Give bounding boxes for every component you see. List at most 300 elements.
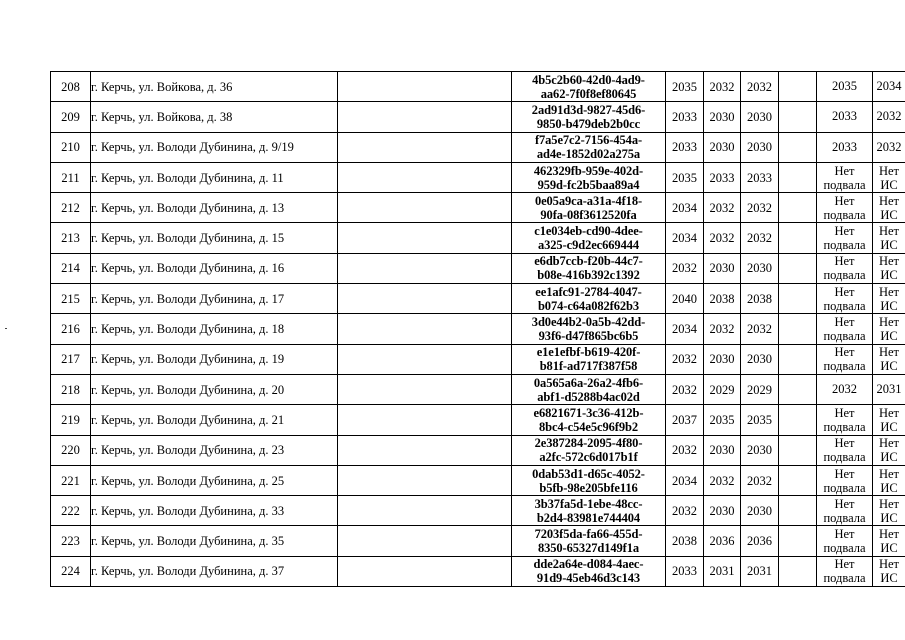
- year-2-cell: [704, 162, 741, 192]
- year-1-cell: [666, 405, 704, 435]
- house-guid-part-1: c1e034eb-cd90-4dee-: [534, 224, 643, 239]
- year-1-cell: [666, 284, 704, 314]
- year-1-cell: [666, 344, 704, 374]
- year-1: 2032: [672, 352, 697, 367]
- row-number: 210: [61, 140, 80, 155]
- table-row: [51, 405, 905, 435]
- empty-cell: [338, 284, 512, 314]
- basement-cell: [817, 526, 873, 556]
- house-guid-part-1: 0dab53d1-d65c-4052-: [532, 466, 645, 481]
- empty-cell: [338, 72, 512, 102]
- row-number: 217: [61, 352, 80, 367]
- house-guid-part-1: 2e387284-2095-4f80-: [534, 436, 643, 451]
- year-2: 2029: [709, 382, 735, 397]
- house-guid-part-2: 8350-65327d149f1a: [537, 541, 640, 556]
- is-value-line-2: ИС: [880, 450, 898, 465]
- house-guid-part-2: a2fc-572c6d017b1f: [539, 450, 638, 465]
- address-text: г. Керчь, ул. Володи Дубинина, д. 23: [91, 443, 285, 458]
- address-cell: [91, 465, 338, 495]
- address-cell: [91, 314, 338, 344]
- row-number: 220: [61, 443, 80, 458]
- blank-cell: [779, 253, 817, 283]
- basement-cell: [817, 102, 873, 132]
- year-2: 2032: [709, 79, 735, 94]
- house-guid-part-1: f7a5e7c2-7156-454a-: [534, 133, 643, 148]
- basement-value-line-1: Нет: [834, 527, 855, 542]
- house-guid-part-1: 0a565a6a-26a2-4fb6-: [533, 375, 644, 390]
- basement-cell: [817, 465, 873, 495]
- row-number-cell: [51, 465, 91, 495]
- year-1-cell: [666, 72, 704, 102]
- table-row: [51, 556, 905, 586]
- row-number: 223: [61, 534, 80, 549]
- row-number: 221: [61, 473, 80, 488]
- blank-cell: [779, 435, 817, 465]
- address-text: г. Керчь, ул. Володи Дубинина, д. 9/19: [91, 140, 294, 155]
- is-cell: [873, 72, 905, 102]
- is-cell: [873, 405, 905, 435]
- row-number: 215: [61, 291, 80, 306]
- year-3: 2031: [747, 564, 772, 579]
- year-1-cell: [666, 132, 704, 162]
- house-guid-part-1: 3d0e44b2-0a5b-42dd-: [531, 315, 646, 330]
- is-value-line-1: Нет: [878, 557, 900, 572]
- table-row: [51, 162, 905, 192]
- is-cell: [873, 253, 905, 283]
- address-cell: [91, 405, 338, 435]
- empty-cell: [338, 526, 512, 556]
- basement-cell: [817, 496, 873, 526]
- is-value-line-2: ИС: [880, 510, 898, 525]
- is-cell: [873, 526, 905, 556]
- address-text: г. Керчь, ул. Володи Дубинина, д. 20: [91, 382, 285, 397]
- year-1-cell: [666, 253, 704, 283]
- is-cell: [873, 132, 905, 162]
- blank-cell: [779, 72, 817, 102]
- basement-value-line-2: подвала: [823, 177, 866, 192]
- is-value-line-1: Нет: [878, 436, 900, 451]
- basement-value-line-1: 2035: [832, 79, 857, 94]
- house-guid-cell: [512, 405, 666, 435]
- year-2-cell: [704, 526, 741, 556]
- house-guid-part-1: e6821671-3c36-412b-: [533, 405, 644, 420]
- year-2: 2032: [709, 200, 735, 215]
- year-2: 2038: [709, 291, 735, 306]
- empty-cell: [338, 162, 512, 192]
- blank-cell: [779, 132, 817, 162]
- house-guid-part-2: 9850-b479deb2b0cc: [536, 116, 641, 131]
- basement-cell: [817, 435, 873, 465]
- year-2: 2030: [709, 503, 735, 518]
- is-value-line-1: Нет: [878, 193, 900, 208]
- row-number: 214: [61, 261, 80, 276]
- basement-cell: [817, 72, 873, 102]
- is-cell: [873, 193, 905, 223]
- year-1-cell: [666, 465, 704, 495]
- basement-value-line-1: 2033: [832, 139, 857, 154]
- basement-value-line-1: Нет: [834, 315, 855, 330]
- house-guid-cell: [512, 435, 666, 465]
- house-guid-cell: [512, 223, 666, 253]
- empty-cell: [338, 102, 512, 132]
- address-cell: [91, 223, 338, 253]
- is-cell: [873, 284, 905, 314]
- house-guid-part-1: 3b37fa5d-1ebe-48cc-: [534, 496, 643, 511]
- year-3: 2036: [747, 534, 772, 549]
- house-guid-part-2: b5fb-98e205bfe116: [539, 480, 638, 495]
- year-3-cell: [741, 344, 779, 374]
- year-1: 2032: [672, 382, 697, 397]
- table-row: [51, 344, 905, 374]
- year-1-cell: [666, 162, 704, 192]
- table-row: [51, 284, 905, 314]
- year-3: 2030: [747, 140, 772, 155]
- year-2-cell: [704, 405, 741, 435]
- year-2: 2031: [709, 564, 735, 579]
- basement-value-line-1: 2033: [832, 109, 857, 124]
- basement-value-line-1: Нет: [834, 345, 855, 360]
- basement-value-line-2: подвала: [823, 329, 866, 344]
- address-text: г. Керчь, ул. Володи Дубинина, д. 25: [91, 473, 285, 488]
- row-number: 218: [61, 382, 80, 397]
- year-3: 2032: [747, 473, 772, 488]
- is-value-line-1: Нет: [878, 315, 900, 330]
- year-2-cell: [704, 102, 741, 132]
- is-value-line-2: ИС: [880, 419, 898, 434]
- house-guid-cell: [512, 102, 666, 132]
- basement-cell: [817, 374, 873, 404]
- address-cell: [91, 253, 338, 283]
- year-2: 2030: [709, 352, 735, 367]
- year-3: 2038: [747, 291, 772, 306]
- is-value-line-1: Нет: [878, 405, 900, 420]
- year-2-cell: [704, 314, 741, 344]
- is-value-line-2: ИС: [880, 238, 898, 253]
- address-cell: [91, 102, 338, 132]
- basement-cell: [817, 405, 873, 435]
- is-value-line-2: ИС: [880, 541, 898, 556]
- year-1-cell: [666, 435, 704, 465]
- house-guid-part-2: 93f6-d47f865bc6b5: [538, 329, 639, 344]
- year-2-cell: [704, 253, 741, 283]
- is-value-line-1: Нет: [878, 527, 900, 542]
- house-guid-part-2: 90fa-08f3612520fa: [540, 207, 637, 222]
- year-3: 2032: [747, 231, 772, 246]
- address-cell: [91, 72, 338, 102]
- address-text: г. Керчь, ул. Володи Дубинина, д. 15: [91, 231, 285, 246]
- year-1: 2032: [672, 503, 697, 518]
- basement-value-line-2: подвала: [823, 207, 866, 222]
- year-1-cell: [666, 223, 704, 253]
- year-3: 2032: [747, 322, 772, 337]
- year-3: 2030: [747, 443, 772, 458]
- year-1: 2033: [672, 109, 697, 124]
- row-number-cell: [51, 374, 91, 404]
- year-3: 2033: [747, 170, 772, 185]
- year-3-cell: [741, 132, 779, 162]
- year-3-cell: [741, 102, 779, 132]
- year-3-cell: [741, 162, 779, 192]
- address-text: г. Керчь, ул. Володи Дубинина, д. 11: [91, 170, 284, 185]
- is-value-line-1: Нет: [878, 496, 900, 511]
- house-guid-cell: [512, 374, 666, 404]
- basement-value-line-2: подвала: [823, 238, 866, 253]
- row-number-cell: [51, 344, 91, 374]
- empty-cell: [338, 223, 512, 253]
- address-cell: [91, 496, 338, 526]
- year-1: 2034: [672, 473, 697, 488]
- address-text: г. Керчь, ул. Володи Дубинина, д. 21: [91, 412, 285, 427]
- year-3-cell: [741, 435, 779, 465]
- house-guid-cell: [512, 132, 666, 162]
- year-2: 2030: [709, 109, 735, 124]
- year-3-cell: [741, 72, 779, 102]
- table-row: [51, 374, 905, 404]
- row-number: 216: [61, 322, 80, 337]
- year-3: 2030: [747, 352, 772, 367]
- table-row: [51, 193, 905, 223]
- basement-value-line-1: Нет: [834, 193, 855, 208]
- row-number-cell: [51, 435, 91, 465]
- house-guid-part-1: 462329fb-959e-402d-: [533, 163, 644, 178]
- year-1-cell: [666, 102, 704, 132]
- is-cell: [873, 223, 905, 253]
- year-1-cell: [666, 374, 704, 404]
- row-number: 219: [61, 412, 80, 427]
- blank-cell: [779, 526, 817, 556]
- row-number: 211: [61, 170, 80, 185]
- year-1: 2034: [672, 200, 697, 215]
- house-guid-part-1: 2ad91d3d-9827-45d6-: [531, 102, 646, 117]
- basement-value-line-1: Нет: [834, 284, 855, 299]
- house-guid-cell: [512, 162, 666, 192]
- row-number-cell: [51, 526, 91, 556]
- table-row: [51, 435, 905, 465]
- is-value-line-2: ИС: [880, 480, 898, 495]
- year-2: 2033: [709, 170, 735, 185]
- house-guid-cell: [512, 526, 666, 556]
- empty-cell: [338, 496, 512, 526]
- is-value-line-1: Нет: [878, 163, 900, 178]
- blank-cell: [779, 344, 817, 374]
- table-row: [51, 314, 905, 344]
- empty-cell: [338, 253, 512, 283]
- address-text: г. Керчь, ул. Володи Дубинина, д. 35: [91, 534, 285, 549]
- basement-value-line-2: подвала: [823, 480, 866, 495]
- house-guid-part-1: ee1afc91-2784-4047-: [535, 284, 642, 299]
- house-guid-cell: [512, 314, 666, 344]
- house-guid-part-2: b2d4-83981e744404: [536, 510, 641, 525]
- year-2: 2030: [709, 140, 735, 155]
- table-row: [51, 465, 905, 495]
- address-text: г. Керчь, ул. Володи Дубинина, д. 18: [91, 322, 285, 337]
- year-2: 2035: [709, 412, 735, 427]
- year-3-cell: [741, 374, 779, 404]
- is-cell: [873, 435, 905, 465]
- table-row: [51, 72, 905, 102]
- house-guid-part-2: b074-c64a082f62b3: [537, 298, 640, 313]
- address-text: г. Керчь, ул. Володи Дубинина, д. 17: [91, 291, 285, 306]
- empty-cell: [338, 132, 512, 162]
- row-number-cell: [51, 284, 91, 314]
- year-2-cell: [704, 374, 741, 404]
- year-2-cell: [704, 284, 741, 314]
- year-2-cell: [704, 556, 741, 586]
- year-1: 2032: [672, 443, 697, 458]
- year-3-cell: [741, 465, 779, 495]
- year-1: 2034: [672, 231, 697, 246]
- year-2: 2030: [709, 443, 735, 458]
- blank-cell: [779, 374, 817, 404]
- row-number: 212: [61, 200, 80, 215]
- address-cell: [91, 435, 338, 465]
- is-cell: [873, 496, 905, 526]
- table-row: [51, 253, 905, 283]
- is-value-line-2: ИС: [880, 359, 898, 374]
- basement-cell: [817, 344, 873, 374]
- basement-value-line-1: Нет: [834, 163, 855, 178]
- year-3-cell: [741, 284, 779, 314]
- house-guid-cell: [512, 465, 666, 495]
- house-guid-part-1: 7203f5da-fa66-455d-: [534, 527, 643, 542]
- blank-cell: [779, 102, 817, 132]
- year-1: 2034: [672, 322, 697, 337]
- basement-cell: [817, 314, 873, 344]
- basement-value-line-2: подвала: [823, 571, 866, 586]
- is-value-line-2: ИС: [880, 268, 898, 283]
- address-text: г. Керчь, ул. Володи Дубинина, д. 37: [91, 564, 285, 579]
- year-1-cell: [666, 526, 704, 556]
- basement-value-line-2: подвала: [823, 268, 866, 283]
- empty-cell: [338, 344, 512, 374]
- house-guid-part-1: 4b5c2b60-42d0-4ad9-: [532, 72, 645, 87]
- address-cell: [91, 556, 338, 586]
- is-cell: [873, 556, 905, 586]
- row-number: 213: [61, 231, 80, 246]
- basement-cell: [817, 162, 873, 192]
- is-value-line-1: Нет: [878, 345, 900, 360]
- year-2: 2036: [709, 534, 735, 549]
- is-value-line-1: 2032: [876, 139, 902, 154]
- year-2-cell: [704, 193, 741, 223]
- year-1-cell: [666, 496, 704, 526]
- basement-value-line-2: подвала: [823, 298, 866, 313]
- year-3-cell: [741, 496, 779, 526]
- is-cell: [873, 344, 905, 374]
- house-guid-cell: [512, 496, 666, 526]
- row-number-cell: [51, 556, 91, 586]
- row-number-cell: [51, 132, 91, 162]
- empty-cell: [338, 556, 512, 586]
- is-cell: [873, 102, 905, 132]
- basement-cell: [817, 556, 873, 586]
- house-guid-cell: [512, 344, 666, 374]
- table-body: [51, 72, 905, 587]
- basement-cell: [817, 253, 873, 283]
- empty-cell: [338, 374, 512, 404]
- year-2: 2030: [709, 261, 735, 276]
- table-row: [51, 102, 905, 132]
- row-number-cell: [51, 72, 91, 102]
- row-number-cell: [51, 405, 91, 435]
- empty-cell: [338, 193, 512, 223]
- registry-table: [50, 71, 905, 587]
- house-guid-cell: [512, 253, 666, 283]
- basement-value-line-1: Нет: [834, 557, 855, 572]
- address-cell: [91, 526, 338, 556]
- address-cell: [91, 132, 338, 162]
- is-cell: [873, 465, 905, 495]
- basement-value-line-2: подвала: [823, 359, 866, 374]
- house-guid-part-2: 959d-fc2b5baa89a4: [537, 177, 640, 192]
- house-guid-cell: [512, 556, 666, 586]
- basement-value-line-2: подвала: [823, 510, 866, 525]
- year-3-cell: [741, 193, 779, 223]
- is-value-line-1: Нет: [878, 224, 900, 239]
- house-guid-part-2: abf1-d5288b4ac02d: [537, 389, 640, 404]
- address-text: г. Керчь, ул. Володи Дубинина, д. 33: [91, 503, 285, 518]
- table-row: [51, 132, 905, 162]
- blank-cell: [779, 223, 817, 253]
- address-text: г. Керчь, ул. Войкова, д. 36: [91, 79, 233, 94]
- empty-cell: [338, 465, 512, 495]
- is-value-line-2: ИС: [880, 207, 898, 222]
- is-value-line-2: ИС: [880, 298, 898, 313]
- row-number-cell: [51, 314, 91, 344]
- address-cell: [91, 193, 338, 223]
- address-cell: [91, 162, 338, 192]
- empty-cell: [338, 314, 512, 344]
- basement-value-line-2: подвала: [823, 419, 866, 434]
- year-3-cell: [741, 526, 779, 556]
- basement-cell: [817, 193, 873, 223]
- house-guid-part-2: b08e-416b392c1392: [537, 268, 640, 283]
- basement-cell: [817, 223, 873, 253]
- house-guid-part-1: 0e05a9ca-a31a-4f18-: [534, 193, 643, 208]
- blank-cell: [779, 193, 817, 223]
- row-number-cell: [51, 193, 91, 223]
- year-1-cell: [666, 314, 704, 344]
- year-2: 2032: [709, 473, 735, 488]
- year-3-cell: [741, 253, 779, 283]
- year-1: 2038: [672, 534, 697, 549]
- table-row: [51, 223, 905, 253]
- row-number: 222: [61, 503, 80, 518]
- year-2: 2032: [709, 322, 735, 337]
- address-text: г. Керчь, ул. Володи Дубинина, д. 16: [91, 261, 285, 276]
- year-3: 2030: [747, 109, 772, 124]
- basement-value-line-1: Нет: [834, 405, 855, 420]
- basement-value-line-2: подвала: [823, 541, 866, 556]
- address-text: г. Керчь, ул. Володи Дубинина, д. 19: [91, 352, 285, 367]
- basement-value-line-1: Нет: [834, 496, 855, 511]
- basement-cell: [817, 284, 873, 314]
- year-1: 2033: [672, 564, 697, 579]
- blank-cell: [779, 405, 817, 435]
- year-3-cell: [741, 405, 779, 435]
- empty-cell: [338, 405, 512, 435]
- basement-value-line-1: Нет: [834, 224, 855, 239]
- year-3: 2030: [747, 503, 772, 518]
- house-guid-part-1: dde2a64e-d084-4aec-: [533, 557, 644, 572]
- address-cell: [91, 284, 338, 314]
- is-value-line-2: ИС: [880, 177, 898, 192]
- row-number: 224: [61, 564, 80, 579]
- row-number-cell: [51, 223, 91, 253]
- is-value-line-1: Нет: [878, 254, 900, 269]
- year-1: 2035: [672, 170, 697, 185]
- is-cell: [873, 314, 905, 344]
